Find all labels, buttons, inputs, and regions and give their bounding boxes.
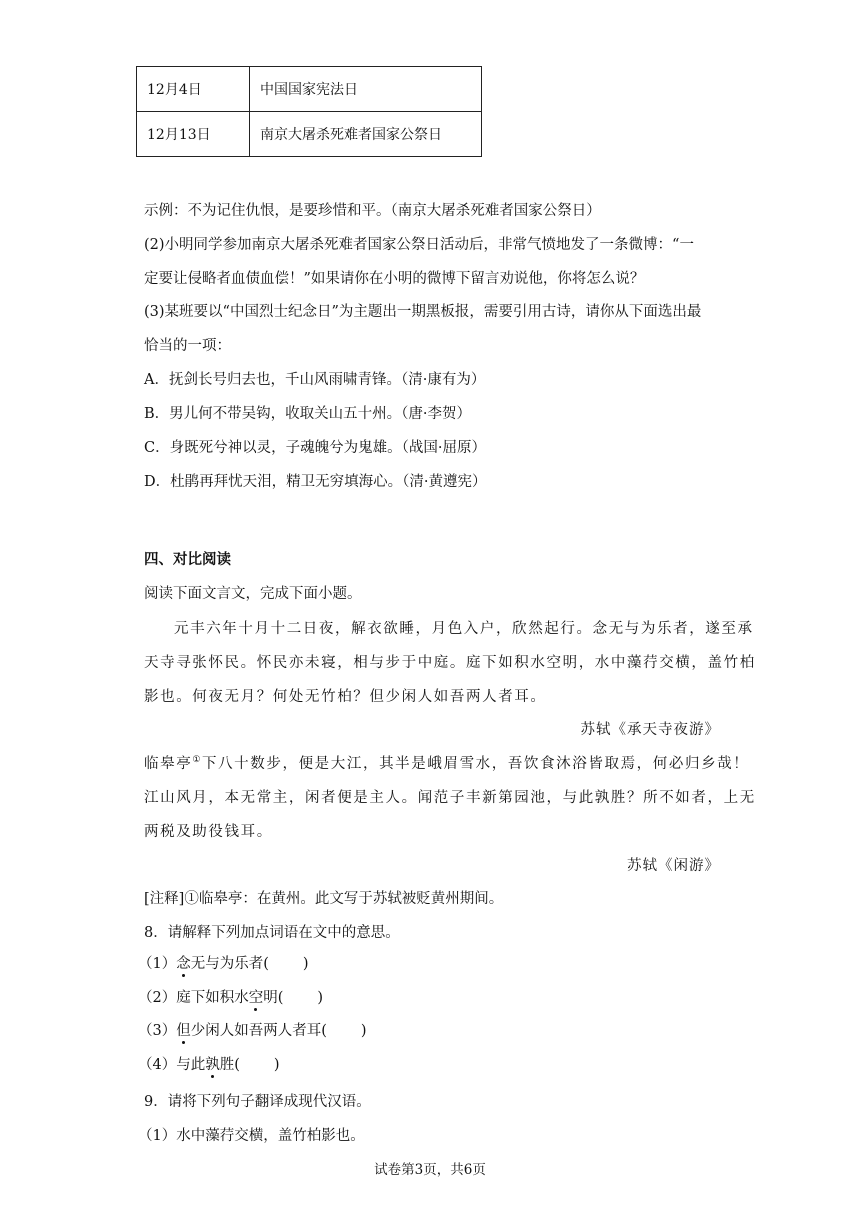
table-cell-name: 中国国家宪法日: [250, 67, 482, 112]
passage-1-source: 苏轼《承天寺夜游》: [580, 722, 720, 738]
passage-1-line-1: 元丰六年十月十二日夜，解衣欲睡，月色入户，欣然起行。念无与为乐者，遂至承: [174, 621, 754, 637]
footnote-marker: ①: [192, 755, 202, 766]
table-cell-name: 南京大屠杀死难者国家公祭日: [250, 112, 482, 157]
question-9-title: 9．请将下列句子翻译成现代汉语。: [144, 1094, 371, 1110]
item-text: 少闲人如吾两人者耳(: [190, 1023, 327, 1039]
item-text: ): [360, 1023, 367, 1039]
item-number: （2）: [138, 990, 177, 1006]
dotted-word: 念: [176, 952, 191, 973]
passage-2-line-3: 两税及助役钱耳。: [144, 824, 273, 840]
item-text: 与此: [176, 1057, 206, 1073]
item-number: （4）: [138, 1057, 177, 1073]
question-3-line-2: 恰当的一项：: [144, 338, 231, 354]
question-8-item: [138, 1019, 367, 1040]
table-row: [137, 112, 482, 157]
table-cell-date: 12月13日: [137, 112, 250, 157]
dotted-word: 孰: [205, 1053, 220, 1074]
option-a: A．抚剑长号归去也，千山风雨啸青锋。（清·康有为）: [144, 372, 486, 388]
item-text: 胜(: [219, 1057, 240, 1073]
item-text: 庭下如积水: [176, 990, 249, 1006]
dotted-word: 但: [176, 1019, 191, 1040]
question-8-item: [138, 986, 323, 1007]
question-8-title: 8．请解释下列加点词语在文中的意思。: [144, 925, 400, 941]
question-8-item: [138, 952, 309, 973]
table-row: [137, 67, 482, 112]
question-8-item: [138, 1053, 280, 1074]
item-number: （3）: [138, 1023, 177, 1039]
question-2-line-2: 定要让侵略者血债血偿！”如果请你在小明的微博下留言劝说他，你将怎么说？: [144, 271, 645, 287]
dotted-word: 空: [249, 986, 264, 1007]
memorial-days-table: [136, 66, 482, 157]
item-number: （1）: [138, 956, 177, 972]
question-9-item: （1）水中藻荇交横，盖竹柏影也。: [138, 1128, 365, 1144]
option-b: B．男儿何不带吴钩，收取关山五十州。（唐·李贺）: [144, 406, 472, 422]
passage-2-source: 苏轼《闲游》: [627, 858, 720, 874]
item-text: 明(: [263, 990, 284, 1006]
item-text: ): [317, 990, 324, 1006]
passage-2-text: 临皋亭: [144, 756, 193, 772]
passage-1-line-3: 影也。何夜无月？何处无竹柏？但少闲人如吾两人者耳。: [144, 689, 547, 705]
annotation-note: [注释]①临皋亭：在黄州。此文写于苏轼被贬黄州期间。: [144, 891, 504, 907]
option-d: D．杜鹃再拜忧天泪，精卫无穷填海心。（清·黄遵宪）: [144, 474, 487, 490]
question-2-line-1: (2)小明同学参加南京大屠杀死难者国家公祭日活动后，非常气愤地发了一条微博：“一: [144, 237, 694, 253]
section-title: 四、对比阅读: [144, 552, 231, 568]
passage-1-line-2: 天寺寻张怀民。怀民亦未寝，相与步于中庭。庭下如积水空明，水中藻荇交横，盖竹柏: [144, 655, 756, 671]
example-text: 示例：不为记住仇恨，是要珍惜和平。（南京大屠杀死难者国家公祭日）: [144, 203, 601, 219]
passage-2-text: 下八十数步，便是大江，其半是峨眉雪水，吾饮食沐浴皆取焉，何必归乡哉！: [201, 756, 750, 772]
page-footer: 试卷第3页，共6页: [374, 1162, 486, 1178]
item-text: ): [302, 956, 309, 972]
item-text: ): [273, 1057, 280, 1073]
item-text: 无与为乐者(: [190, 956, 269, 972]
option-c: C．身既死兮神以灵，子魂魄兮为鬼雄。（战国·屈原）: [144, 440, 486, 456]
table-cell-date: 12月4日: [137, 67, 250, 112]
passage-2-line-2: 江山风月，本无常主，闲者便是主人。闻范子丰新第园池，与此孰胜？所不如者，上无: [144, 790, 756, 806]
question-3-line-1: (3)某班要以“中国烈士纪念日”为主题出一期黑板报，需要引用古诗，请你从下面选出最: [144, 304, 702, 320]
passage-2-line-1: [144, 752, 749, 773]
section-instruction: 阅读下面文言文，完成下面小题。: [144, 586, 362, 602]
